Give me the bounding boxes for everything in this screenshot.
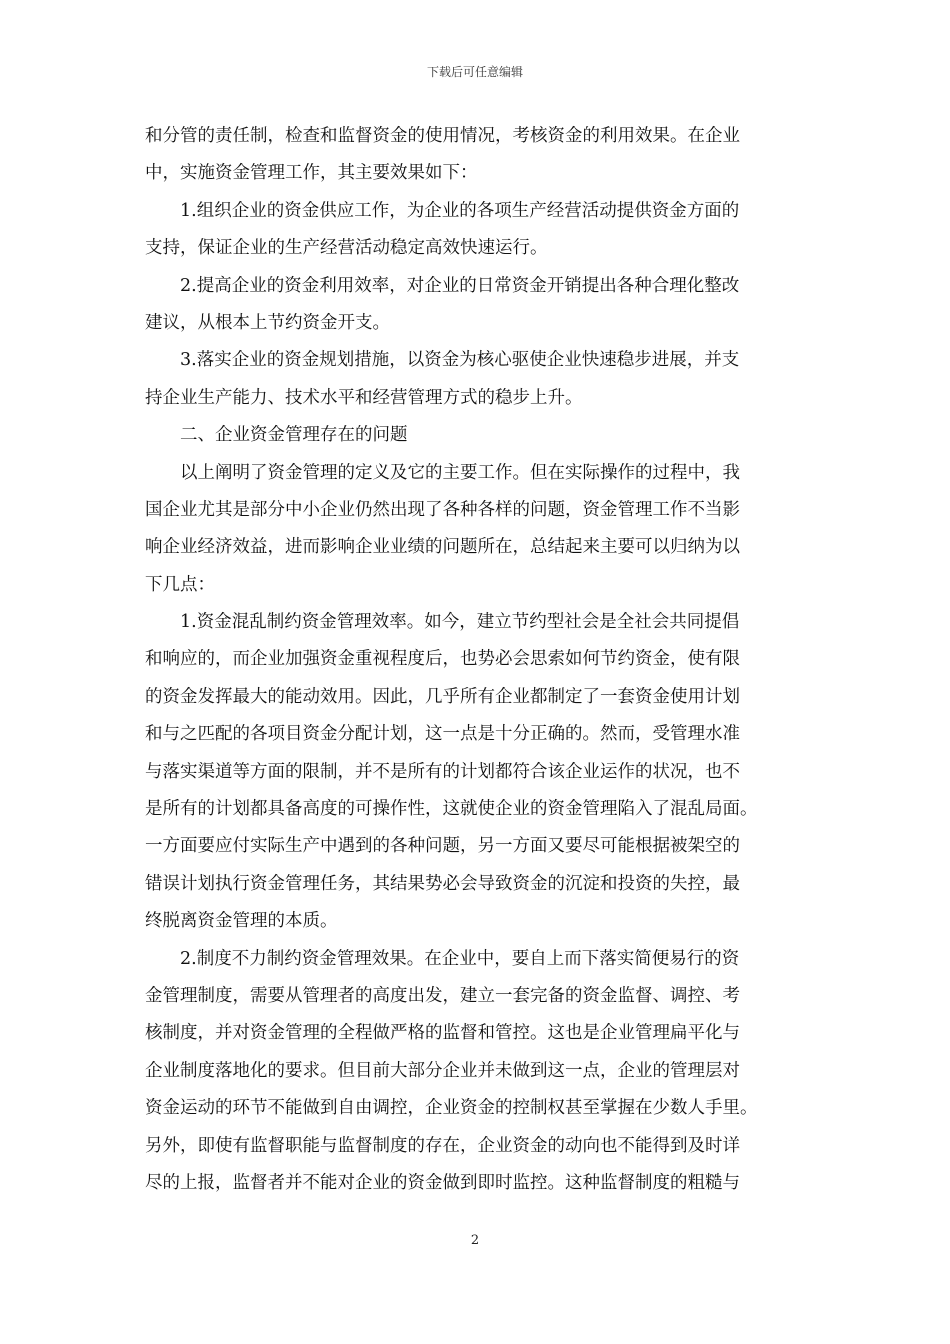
paragraph-line: 和响应的，而企业加强资金重视程度后，也势必会思索如何节约资金，使有限 bbox=[145, 649, 740, 670]
paragraph-line: 企业制度落地化的要求。但目前大部分企业并未做到这一点，企业的管理层对 bbox=[145, 1060, 740, 1081]
paragraph-line: 1.资金混乱制约资金管理效率。如今，建立节约型社会是全社会共同提倡 bbox=[180, 612, 740, 633]
paragraph-line: 金管理制度，需要从管理者的高度出发，建立一套完备的资金监督、调控、考 bbox=[145, 985, 740, 1006]
paragraph-line: 和与之匹配的各项目资金分配计划，这一点是十分正确的。然而，受管理水准 bbox=[145, 724, 740, 745]
paragraph-line: 国企业尤其是部分中小企业仍然出现了各种各样的问题，资金管理工作不当影 bbox=[145, 499, 740, 520]
document-body bbox=[145, 118, 805, 1202]
paragraph-line: 响企业经济效益，进而影响企业业绩的问题所在，总结起来主要可以归纳为以 bbox=[145, 537, 740, 558]
paragraph-line: 尽的上报，监督者并不能对企业的资金做到即时监控。这种监督制度的粗糙与 bbox=[145, 1172, 740, 1193]
paragraph-line: 持企业生产能力、技术水平和经营管理方式的稳步上升。 bbox=[145, 387, 583, 408]
paragraph-line: 以上阐明了资金管理的定义及它的主要工作。但在实际操作的过程中，我 bbox=[180, 462, 740, 483]
paragraph-line: 的资金发挥最大的能动效用。因此，几乎所有企业都制定了一套资金使用计划 bbox=[145, 686, 740, 707]
paragraph bbox=[145, 118, 805, 193]
paragraph bbox=[145, 268, 805, 343]
paragraph-line: 1.组织企业的资金供应工作，为企业的各项生产经营活动提供资金方面的 bbox=[180, 200, 740, 221]
paragraph-line: 3.落实企业的资金规划措施，以资金为核心驱使企业快速稳步进展，并支 bbox=[180, 350, 740, 371]
page-number: 2 bbox=[470, 1233, 480, 1248]
paragraph-line: 2.制度不力制约资金管理效果。在企业中，要自上而下落实简便易行的资 bbox=[180, 948, 740, 969]
paragraph bbox=[145, 417, 805, 454]
paragraph bbox=[145, 342, 805, 417]
paragraph-line: 与落实渠道等方面的限制，并不是所有的计划都符合该企业运作的状况，也不 bbox=[145, 761, 740, 782]
paragraph bbox=[145, 455, 805, 605]
paragraph-line: 错误计划执行资金管理任务，其结果势必会导致资金的沉淀和投资的失控，最 bbox=[145, 873, 740, 894]
paragraph bbox=[145, 604, 805, 941]
paragraph-line: 中，实施资金管理工作，其主要效果如下： bbox=[145, 163, 478, 184]
paragraph bbox=[145, 193, 805, 268]
paragraph-line: 核制度，并对资金管理的全程做严格的监督和管控。这也是企业管理扁平化与 bbox=[145, 1023, 740, 1044]
paragraph-line: 建议，从根本上节约资金开支。 bbox=[145, 312, 390, 333]
page-header-note: 下载后可任意编辑 bbox=[426, 65, 523, 79]
paragraph-line: 终脱离资金管理的本质。 bbox=[145, 911, 338, 932]
paragraph-line: 另外，即使有监督职能与监督制度的存在，企业资金的动向也不能得到及时详 bbox=[145, 1135, 740, 1156]
paragraph-line: 和分管的责任制，检查和监督资金的使用情况，考核资金的利用效果。在企业 bbox=[145, 126, 740, 146]
paragraph-line: 二、企业资金管理存在的问题 bbox=[180, 425, 408, 446]
paragraph bbox=[145, 941, 805, 1203]
paragraph-line: 是所有的计划都具备高度的可操作性，这就使企业的资金管理陷入了混乱局面。 bbox=[145, 799, 758, 820]
paragraph-line: 2.提高企业的资金利用效率，对企业的日常资金开销提出各种合理化整改 bbox=[180, 275, 740, 296]
paragraph-line: 资金运动的环节不能做到自由调控，企业资金的控制权甚至掌握在少数人手里。 bbox=[145, 1098, 758, 1119]
paragraph-line: 下几点： bbox=[145, 574, 215, 595]
paragraph-line: 支持，保证企业的生产经营活动稳定高效快速运行。 bbox=[145, 238, 548, 259]
paragraph-line: 一方面要应付实际生产中遇到的各种问题，另一方面又要尽可能根据被架空的 bbox=[145, 836, 740, 857]
